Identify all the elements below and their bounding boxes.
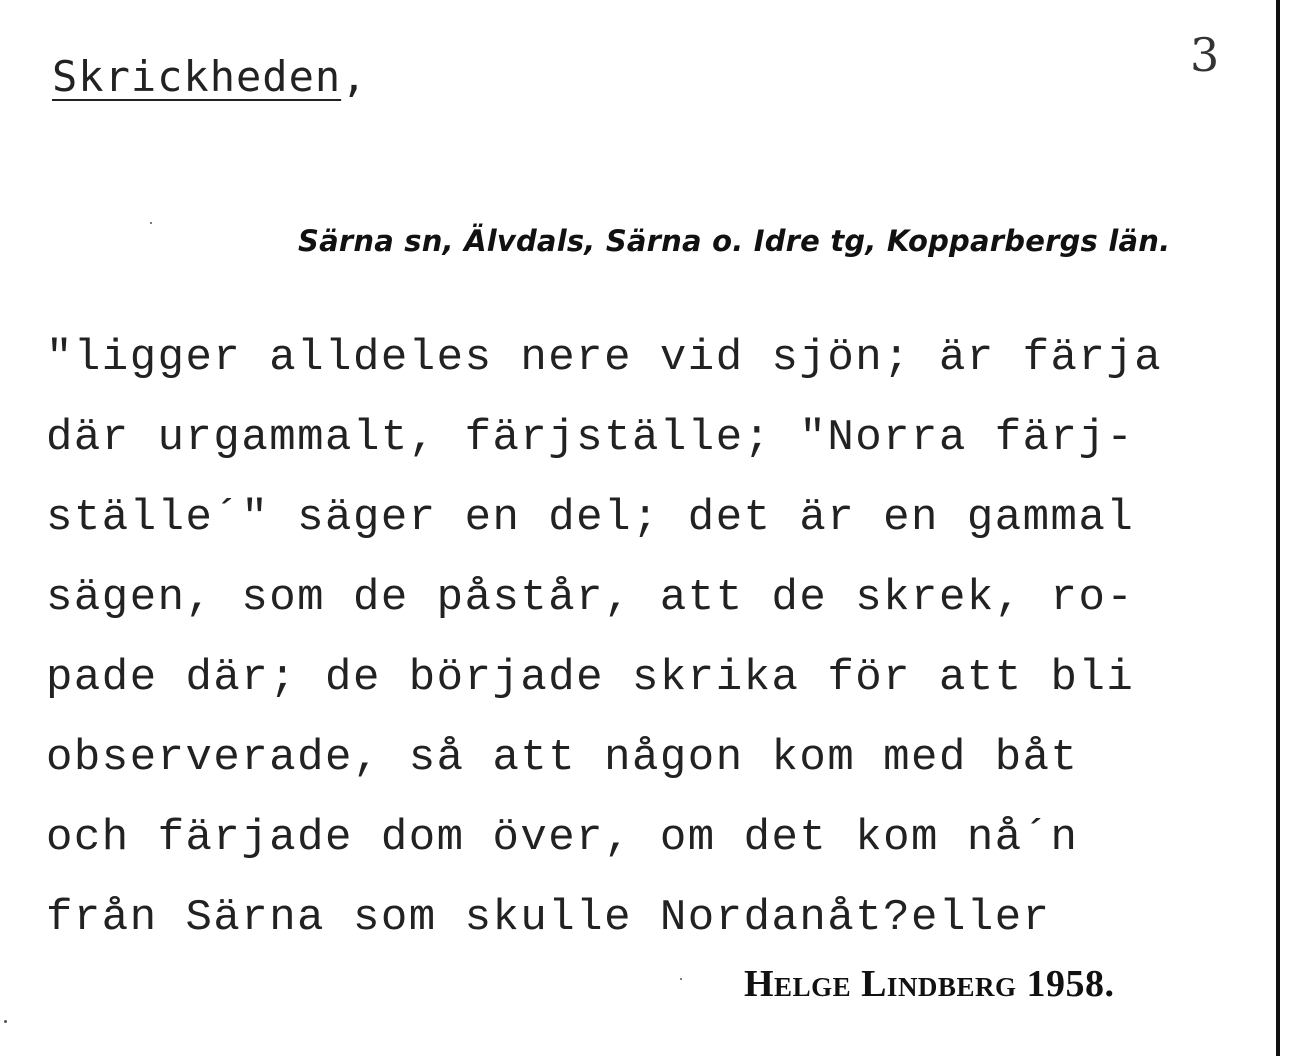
text-line: ställe´" säger en del; det är en gammal — [46, 493, 1135, 543]
location-line: Särna sn, Älvdals, Särna o. Idre tg, Kopparbergs län. — [298, 224, 1171, 258]
signature-year: 1958. — [1026, 963, 1115, 1005]
text-line: "ligger alldeles nere vid sjön; är färja — [46, 333, 1163, 383]
text-line: där urgammalt, färjställe; "Norra färj- — [46, 413, 1135, 463]
scan-speck — [680, 978, 682, 980]
text-line: pade där; de började skrika för att bli — [46, 653, 1135, 703]
scan-speck — [4, 1020, 7, 1023]
card-edge-border — [1276, 0, 1280, 1056]
scan-speck — [150, 222, 152, 224]
card-title: Skrickheden — [52, 52, 342, 101]
text-line: från Särna som skulle Nordanåt?eller — [46, 893, 1051, 943]
transcribed-text — [46, 318, 1272, 958]
text-line: sägen, som de påstår, att de skrek, ro- — [46, 573, 1135, 623]
page-number: 3 — [1190, 28, 1220, 82]
card-title-comma: , — [341, 52, 368, 101]
card-title-line — [52, 52, 367, 101]
signature-name: Helge Lindberg — [744, 963, 1017, 1005]
signature — [744, 962, 1114, 1006]
text-line: observerade, så att någon kom med båt — [46, 733, 1079, 783]
text-line: och färjade dom över, om det kom nå´n — [46, 813, 1079, 863]
